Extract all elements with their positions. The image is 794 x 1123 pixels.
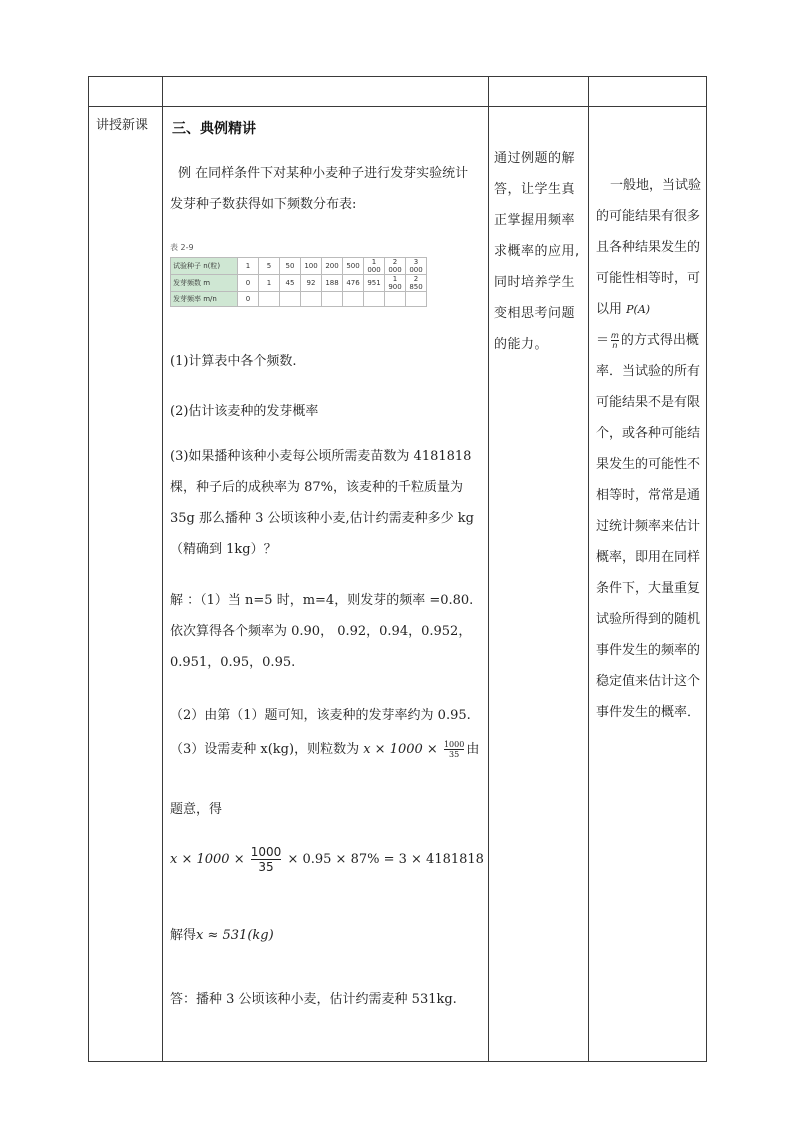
solution-3-prefix: （3）设需麦种 x(kg)，则粒数为 [170,742,360,757]
column-divider-1 [162,76,163,1062]
equation-left: x × 1000 × [170,852,245,867]
frequency-table-cell: 50 [280,258,301,275]
frequency-table-cell: 5 [259,258,280,275]
frequency-table-row [171,275,427,292]
figure-caption: 表 2-9 [170,243,194,252]
teacher-note-pa: P(A) [626,303,651,316]
solution-3-suffix: 由 [466,742,480,757]
solution-1: 解 ：（1）当 n=5 时，m=4，则发芽的频率 =0.80.依次算得各个频率为 0.90， 0.92，0.94，0.952，0.951，0.95，0.95. [170,593,474,670]
frequency-table-cell [343,292,364,307]
frequency-table-cell [301,292,322,307]
solution-3-fraction [444,740,464,759]
frequency-table-cell: 951 [364,275,385,292]
equation-fraction-den: 35 [251,859,282,874]
frequency-table-cell: 2 850 [406,275,427,292]
frequency-table-figure [170,242,476,307]
frequency-table-cell: 188 [322,275,343,292]
frequency-table-cell: 92 [301,275,322,292]
equation-fraction [251,845,282,874]
table-top-border [88,76,707,77]
frequency-table-cell: 1 000 [364,258,385,275]
row-label: 讲授新课 [96,118,149,133]
solution-3-line2: 题意，得 [170,802,223,817]
teacher-note-fraction [611,331,619,350]
example-intro [170,158,480,220]
design-intent: 通过例题的解答，让学生真正掌握用频率求概率的应用,同时培养学生变相思考问题的能力。 [494,151,580,352]
frequency-table-cell: 2 000 [385,258,406,275]
frequency-table-row [171,292,427,307]
solution-3-fraction-num: 1000 [443,740,465,749]
question-1: (1)计算表中各个频数. [170,354,297,369]
frequency-table-row-label: 发芽频率 m/n [171,292,238,307]
section-title: 三、典例精讲 [172,121,256,137]
frequency-table-cell: 45 [280,275,301,292]
frequency-table-cell: 1 [238,258,259,275]
question-2: (2)估计该麦种的发芽概率 [170,404,319,419]
frequency-table-cell [406,292,427,307]
equation-fraction-num: 1000 [250,845,282,859]
column-divider-3 [588,76,589,1062]
solution-2: （2）由第（1）题可知，该麦种的发芽率约为 0.95. [170,708,471,723]
frequency-table-cell [259,292,280,307]
teacher-note-after: 的方式得出概率．当试验的所有可能结果不是有限个，或各种可能结果发生的可能性不相等时，常常是通过统计频率来估计概率，即用在同样条件下，大量重复试验所得到的随机事件发生的频率的稳定值来估计这个事件发生的概率． [596,333,701,720]
frequency-table-cell: 500 [343,258,364,275]
table-right-border [706,76,707,1062]
frequency-table-cell: 3 000 [406,258,427,275]
frequency-table-cell [385,292,406,307]
frequency-table-cell: 100 [301,258,322,275]
column-divider-2 [488,76,489,1062]
frequency-table-cell [280,292,301,307]
frequency-table-cell: 200 [322,258,343,275]
solution-3-fraction-den: 35 [444,749,464,759]
frequency-table-row-label: 试验种子 n(粒) [171,258,238,275]
frequency-table-cell: 1 [259,275,280,292]
solution-3 [170,738,480,762]
solved-line [170,924,480,943]
teacher-note-fraction-den: n [612,341,618,350]
example-intro-text: 例 在同样条件下对某种小麦种子进行发芽实验统计发芽种子数获得如下频数分布表: [170,166,469,212]
solution-3-expression: x × 1000 × [363,742,438,757]
teacher-note [596,170,702,728]
frequency-table-cell: 1 900 [385,275,406,292]
table-bottom-border [88,1061,707,1062]
frequency-table-cell: 0 [238,275,259,292]
frequency-table-cell: 0 [238,292,259,307]
frequency-table [170,257,427,307]
frequency-table-row [171,258,427,275]
table-header-divider [88,106,707,107]
table-left-border [88,76,89,1062]
answer: 答：播种 3 公顷该种小麦，估计约需麦种 531kg. [170,992,457,1007]
question-3: (3)如果播种该种小麦每公顷所需麦苗数为 4181818 棵，种子后的成秧率为 87%，该麦种的千粒质量为 35g 那么播种 3 公顷该种小麦,估计约需麦种多少 kg（精确到 1kg）？ [170,449,474,557]
teacher-note-fraction-num: m [611,331,619,340]
frequency-table-cell: 476 [343,275,364,292]
frequency-table-row-label: 发芽频数 m [171,275,238,292]
teacher-note-before: 一般地，当试验的可能结果有很多且各种结果发生的可能性相等时，可以用 [596,178,702,317]
equation [170,845,490,874]
teacher-note-eq: ＝ [596,333,610,348]
solved-label: 解得 [170,928,197,943]
equation-right: × 0.95 × 87% = 3 × 4181818 [287,852,484,867]
frequency-table-cell [322,292,343,307]
solved-expression: x ≈ 531(kg) [196,928,274,943]
frequency-table-cell [364,292,385,307]
